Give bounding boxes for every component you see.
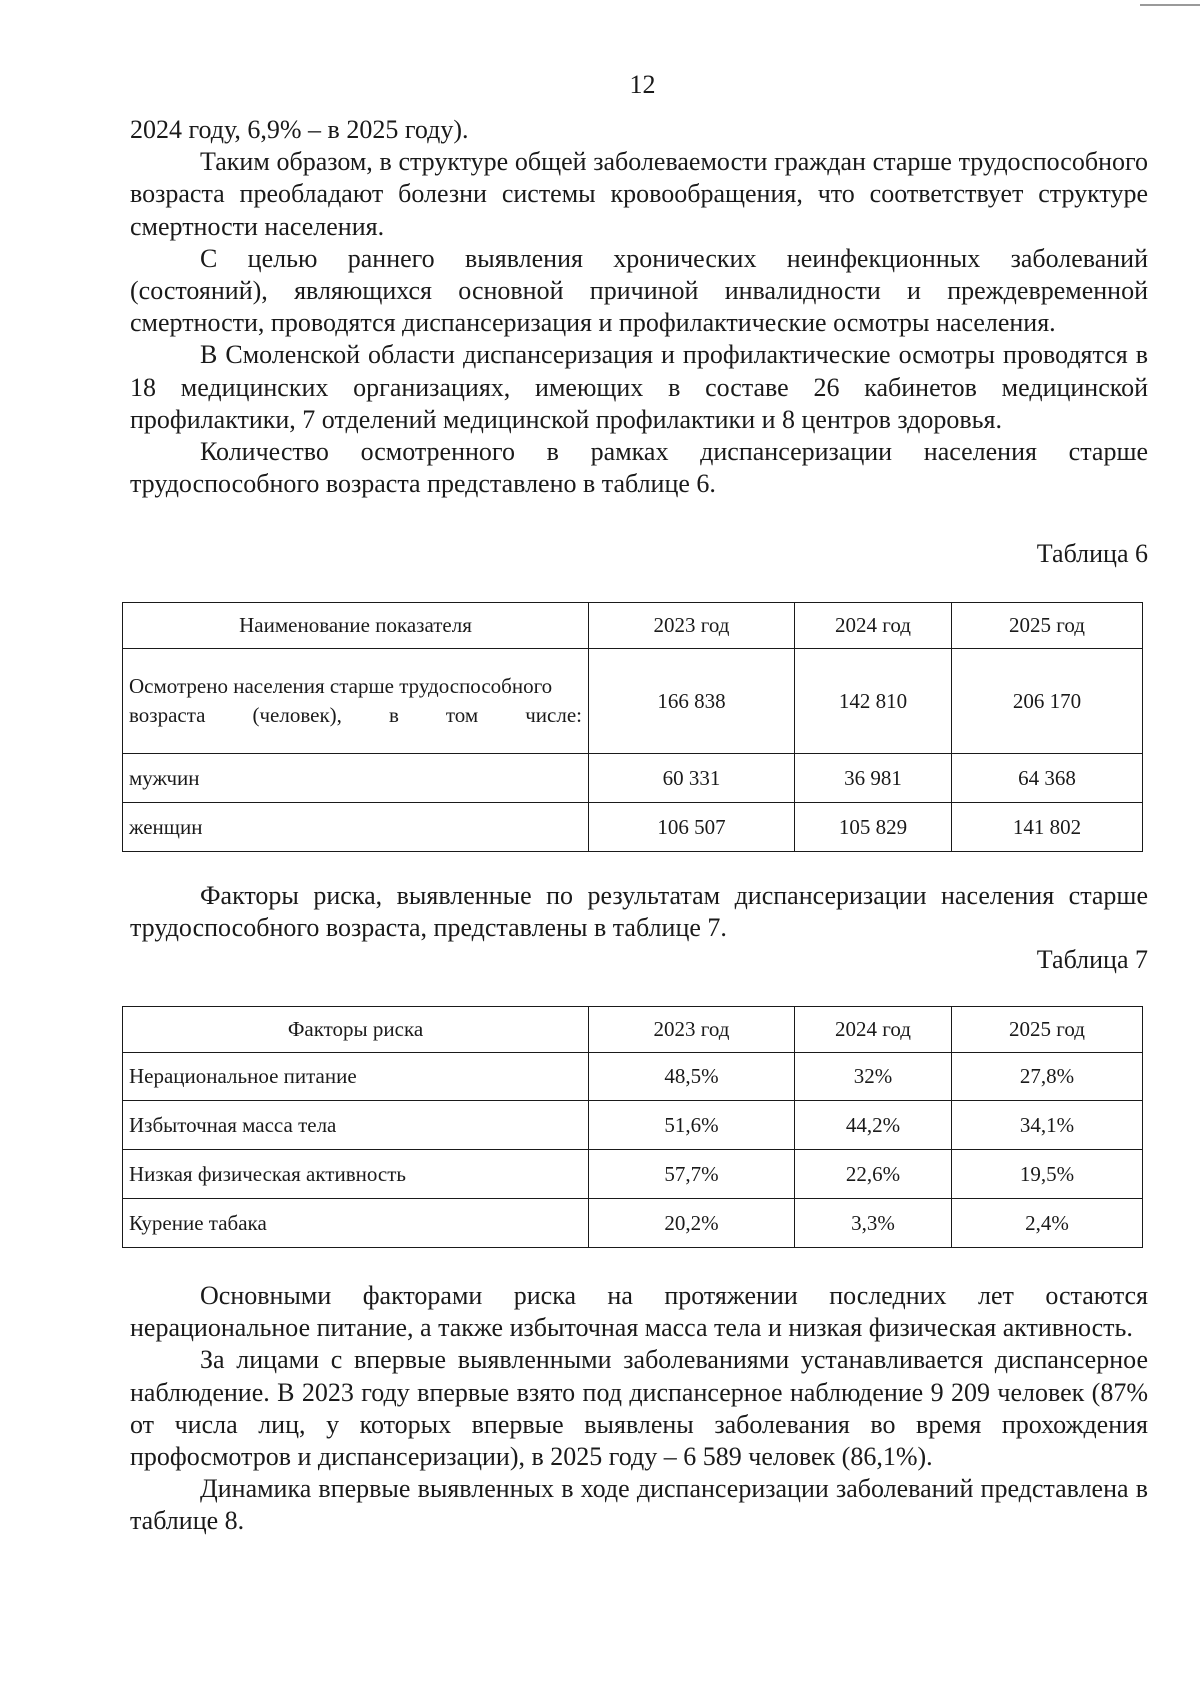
table-cell: 51,6% xyxy=(589,1101,795,1150)
table-row xyxy=(123,1199,1143,1248)
table-cell: 106 507 xyxy=(589,803,795,852)
table-cell: 57,7% xyxy=(589,1150,795,1199)
table-cell: 19,5% xyxy=(952,1150,1143,1199)
table-cell: 48,5% xyxy=(589,1053,795,1101)
table-cell: 34,1% xyxy=(952,1101,1143,1150)
paragraph-circulatory-conclusion: Таким образом, в структуре общей заболеваемости граждан старше трудоспособного возраста преобладают болезни системы кровообращения, что соответствует структуре смертности населения. xyxy=(130,147,1148,241)
table7-caption: Таблица 7 xyxy=(1036,945,1148,974)
row-label: Низкая физическая активность xyxy=(123,1150,589,1199)
table-cell: 64 368 xyxy=(952,754,1143,803)
paragraph-dispensary-observation: За лицами с впервые выявленными заболеваниями устанавливается диспансерное наблюдение. В 2023 году впервые взято под диспансерное наблюдение 9 209 человек (87% от числа лиц, у которых впервые выявлены заболевания во время прохождения профосмотров и диспансеризации), в 2025 году – 6 589 человек (86,1%). xyxy=(130,1345,1148,1472)
table-cell: 22,6% xyxy=(795,1150,952,1199)
column-header: 2023 год xyxy=(589,603,795,649)
row-label: Курение табака xyxy=(123,1199,589,1248)
table6-caption: Таблица 6 xyxy=(1036,539,1148,568)
paragraph-table6-intro: Количество осмотренного в рамках диспансеризации населения старше трудоспособного возраста представлено в таблице 6. xyxy=(130,437,1148,499)
paragraph-continuation: 2024 году, 6,9% – в 2025 году). xyxy=(130,115,469,144)
row-label: женщин xyxy=(123,803,589,852)
table-cell: 60 331 xyxy=(589,754,795,803)
table6-caption-wrap xyxy=(130,538,1148,570)
table-row xyxy=(123,754,1143,803)
table-cell: 32% xyxy=(795,1053,952,1101)
table-cell: 142 810 xyxy=(795,649,952,754)
table-cell: 2,4% xyxy=(952,1199,1143,1248)
column-header: Наименование показателя xyxy=(123,603,589,649)
paragraph-early-detection: С целью раннего выявления хронических неинфекционных заболеваний (состояний), являющихся основной причиной инвалидности и преждевременной смертности, проводятся диспансеризация и профилактические осмотры населения. xyxy=(130,243,1148,338)
table-row xyxy=(123,1053,1143,1101)
scan-corner-mark xyxy=(1140,4,1200,6)
text-block-intro xyxy=(130,114,1148,500)
table-row xyxy=(123,1101,1143,1150)
column-header: 2024 год xyxy=(795,603,952,649)
table-row xyxy=(123,803,1143,852)
paragraph-main-risk-factors: Основными факторами риска на протяжении последних лет остаются нерациональное питание, а также избыточная масса тела и низкая физическая активность. xyxy=(130,1281,1148,1343)
table-cell: 206 170 xyxy=(952,649,1143,754)
table-cell: 141 802 xyxy=(952,803,1143,852)
table7-wrap xyxy=(130,1006,1148,1248)
table-7-risk-factors xyxy=(122,1006,1143,1248)
page-number: 12 xyxy=(629,70,656,99)
paragraph-medical-organizations: В Смоленской области диспансеризация и профилактические осмотры проводятся в 18 медицинских организациях, имеющих в составе 26 кабинетов медицинской профилактики, 7 отделений медицинской профилактики и 8 центров здоровья. xyxy=(130,340,1148,434)
row-label: Избыточная масса тела xyxy=(123,1101,589,1150)
text-block-risk-intro xyxy=(130,880,1148,944)
table-cell: 166 838 xyxy=(589,649,795,754)
paragraph-table8-intro: Динамика впервые выявленных в ходе диспансеризации заболеваний представлена в таблице 8. xyxy=(130,1474,1148,1536)
row-label: мужчин xyxy=(123,754,589,803)
column-header: 2025 год xyxy=(952,603,1143,649)
paragraph-table7-intro: Факторы риска, выявленные по результатам диспансеризации населения старше трудоспособного возраста, представлены в таблице 7. xyxy=(130,881,1148,943)
column-header: Факторы риска xyxy=(123,1007,589,1053)
row-label: Осмотрено населения старше трудоспособного возраста (человек), в том числе: xyxy=(123,649,589,754)
text-block-closing xyxy=(130,1280,1148,1538)
column-header: 2025 год xyxy=(952,1007,1143,1053)
column-header: 2024 год xyxy=(795,1007,952,1053)
table-row xyxy=(123,649,1143,754)
table-header-row xyxy=(123,1007,1143,1053)
table-row xyxy=(123,1150,1143,1199)
table-cell: 105 829 xyxy=(795,803,952,852)
table-cell: 3,3% xyxy=(795,1199,952,1248)
table-header-row xyxy=(123,603,1143,649)
column-header: 2023 год xyxy=(589,1007,795,1053)
table-6-examined-population xyxy=(122,602,1143,852)
table-cell: 36 981 xyxy=(795,754,952,803)
table6-wrap xyxy=(130,602,1148,852)
table-cell: 20,2% xyxy=(589,1199,795,1248)
table7-caption-wrap xyxy=(130,944,1148,976)
row-label: Нерациональное питание xyxy=(123,1053,589,1101)
table-cell: 44,2% xyxy=(795,1101,952,1150)
table-cell: 27,8% xyxy=(952,1053,1143,1101)
